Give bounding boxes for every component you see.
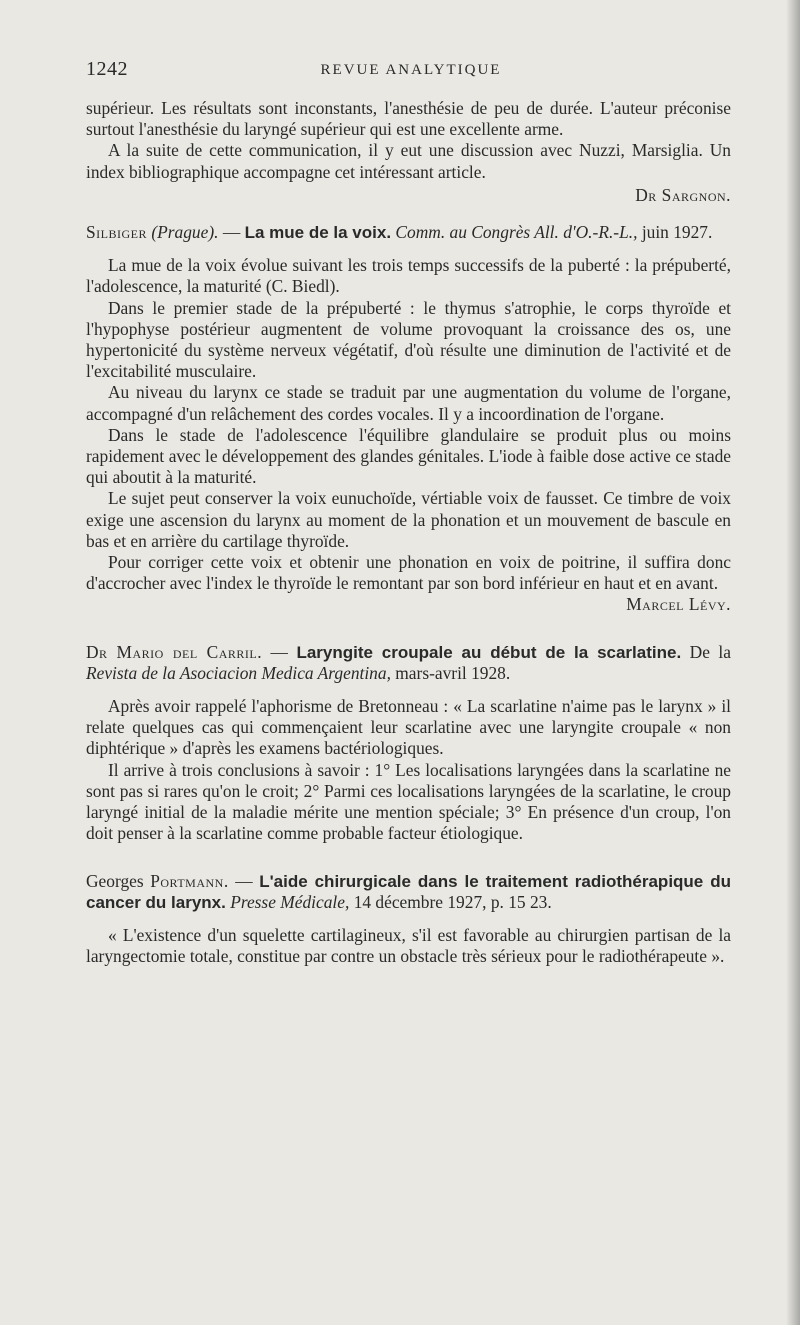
page-header: [86, 58, 736, 86]
entry-title: La mue de la voix.: [244, 223, 392, 243]
review-entry-portmann: [86, 871, 731, 968]
entry-title: Laryngite croupale au début de la scarlatine.: [296, 642, 682, 662]
entry-title: L'aide chirurgicale dans le traitement radiothérapique du cancer du larynx.: [86, 871, 731, 912]
entry-heading: Georges Portmann. — L'aide chirurgicale dans le traitement radiothérapique du cancer du larynx. Presse Médicale, 14 décembre 1927, p. 15 23.: [86, 870, 731, 912]
entry-signature: Marcel Lévy.: [626, 594, 731, 615]
body-paragraph: Dans le stade de l'adolescence l'équilibre glandulaire se produit plus ou moins rapidement avec le développement des glandes génitales. L'iode à faible dose active ce stade qui aboutit à la maturité.: [86, 424, 731, 488]
entry-source: Comm. au Congrès All. d'O.-R.-L.,: [395, 222, 638, 243]
entry-author: Dr Mario del Carril.: [86, 641, 263, 662]
entry-source: Presse Médicale,: [230, 891, 350, 912]
body-paragraph: Il arrive à trois conclusions à savoir : 1° Les localisations laryngées dans la scarlatine ne sont pas si rares qu'on le croit; 2° Parmi ces localisations laryngées de la scarlatine, le croup laryngé initial de la maladie mérite une mention spéciale; 3° En présence d'un croup, l'on doit penser à la scarlatine comme probable facteur étiologique.: [86, 759, 731, 844]
entry-heading: Silbiger (Prague). — La mue de la voix. Comm. au Congrès All. d'O.-R.-L., juin 1927.: [86, 222, 713, 243]
entry-date: juin 1927.: [641, 222, 713, 243]
body-paragraph: Après avoir rappelé l'aphorisme de Bretonneau : « La scarlatine n'aime pas le larynx » il relate quelques cas qui commençaient leur scarlatine avec une laryngite croupale « non diphtérique » d'après les examens bactériologiques.: [86, 696, 731, 759]
entry-place: (Prague).: [151, 222, 219, 243]
entry-author: Portmann.: [150, 870, 229, 891]
intro-paragraph-2: A la suite de cette communication, il y eut une discussion avec Nuzzi, Marsiglia. Un index bibliographique accompagne cet intéressant article.: [86, 140, 731, 182]
body-paragraph: Pour corriger cette voix et obtenir une phonation en voix de poitrine, il suffira donc d'accrocher avec l'index le thyroïde le remontant par son bord inférieur en haut et en avant. Marcel Lévy.: [86, 552, 731, 615]
page-edge-shadow: [786, 0, 800, 1325]
running-title: REVUE ANALYTIQUE: [320, 62, 502, 78]
body-paragraph: Au niveau du larynx ce stade se traduit par une augmentation du volume de l'organe, accompagné d'un relâchement des cordes vocales. Il y a incoordination de l'organe.: [86, 382, 731, 424]
review-entry-silbiger: [86, 222, 731, 616]
body-paragraph: Le sujet peut conserver la voix eunuchoïde, vértiable voix de fausset. Ce timbre de voix exige une ascension du larynx au moment de la phonation et un mouvement de bascule en bas et en arrière du cartilage thyroïde.: [86, 488, 731, 551]
page-content: [86, 98, 731, 967]
body-paragraph: La mue de la voix évolue suivant les trois temps successifs de la puberté : la prépuberté, l'adolescence, la maturité (C. Biedl).: [86, 255, 731, 297]
entry-author: Silbiger: [86, 222, 147, 243]
page-number: 1242: [86, 58, 128, 80]
entry-date: 14 décembre 1927, p. 15 23.: [353, 891, 552, 912]
review-entry-carril: [86, 642, 731, 845]
body-paragraph: « L'existence d'un squelette cartilagineux, s'il est favorable au chirurgien partisan de la laryngectomie totale, constitue par contre un obstacle très sérieux pour le radiothérapeute ».: [86, 924, 731, 967]
intro-signature: Dr Sargnon.: [635, 184, 731, 205]
entry-heading: Dr Mario del Carril. — Laryngite croupale au début de la scarlatine. De la Revista de la Asociacion Medica Argentina, mars-avril 1928.: [86, 641, 731, 683]
entry-date: mars-avril 1928.: [395, 662, 511, 683]
entry-source: Revista de la Asociacion Medica Argentina,: [86, 662, 391, 683]
body-paragraph: Dans le premier stade de la prépuberté : le thymus s'atrophie, le corps thyroïde et l'hypophyse postérieur augmentent de volume provoquant la croissance des os, une hypertonicité du système nerveux végétatif, d'où résulte une diminution de l'activité et de l'excitabilité musculaire.: [86, 297, 731, 382]
intro-paragraph-1: supérieur. Les résultats sont inconstants, l'anesthésie de peu de durée. L'auteur préconise surtout l'anesthésie du laryngé supérieur qui est une excellente arme.: [86, 98, 731, 140]
